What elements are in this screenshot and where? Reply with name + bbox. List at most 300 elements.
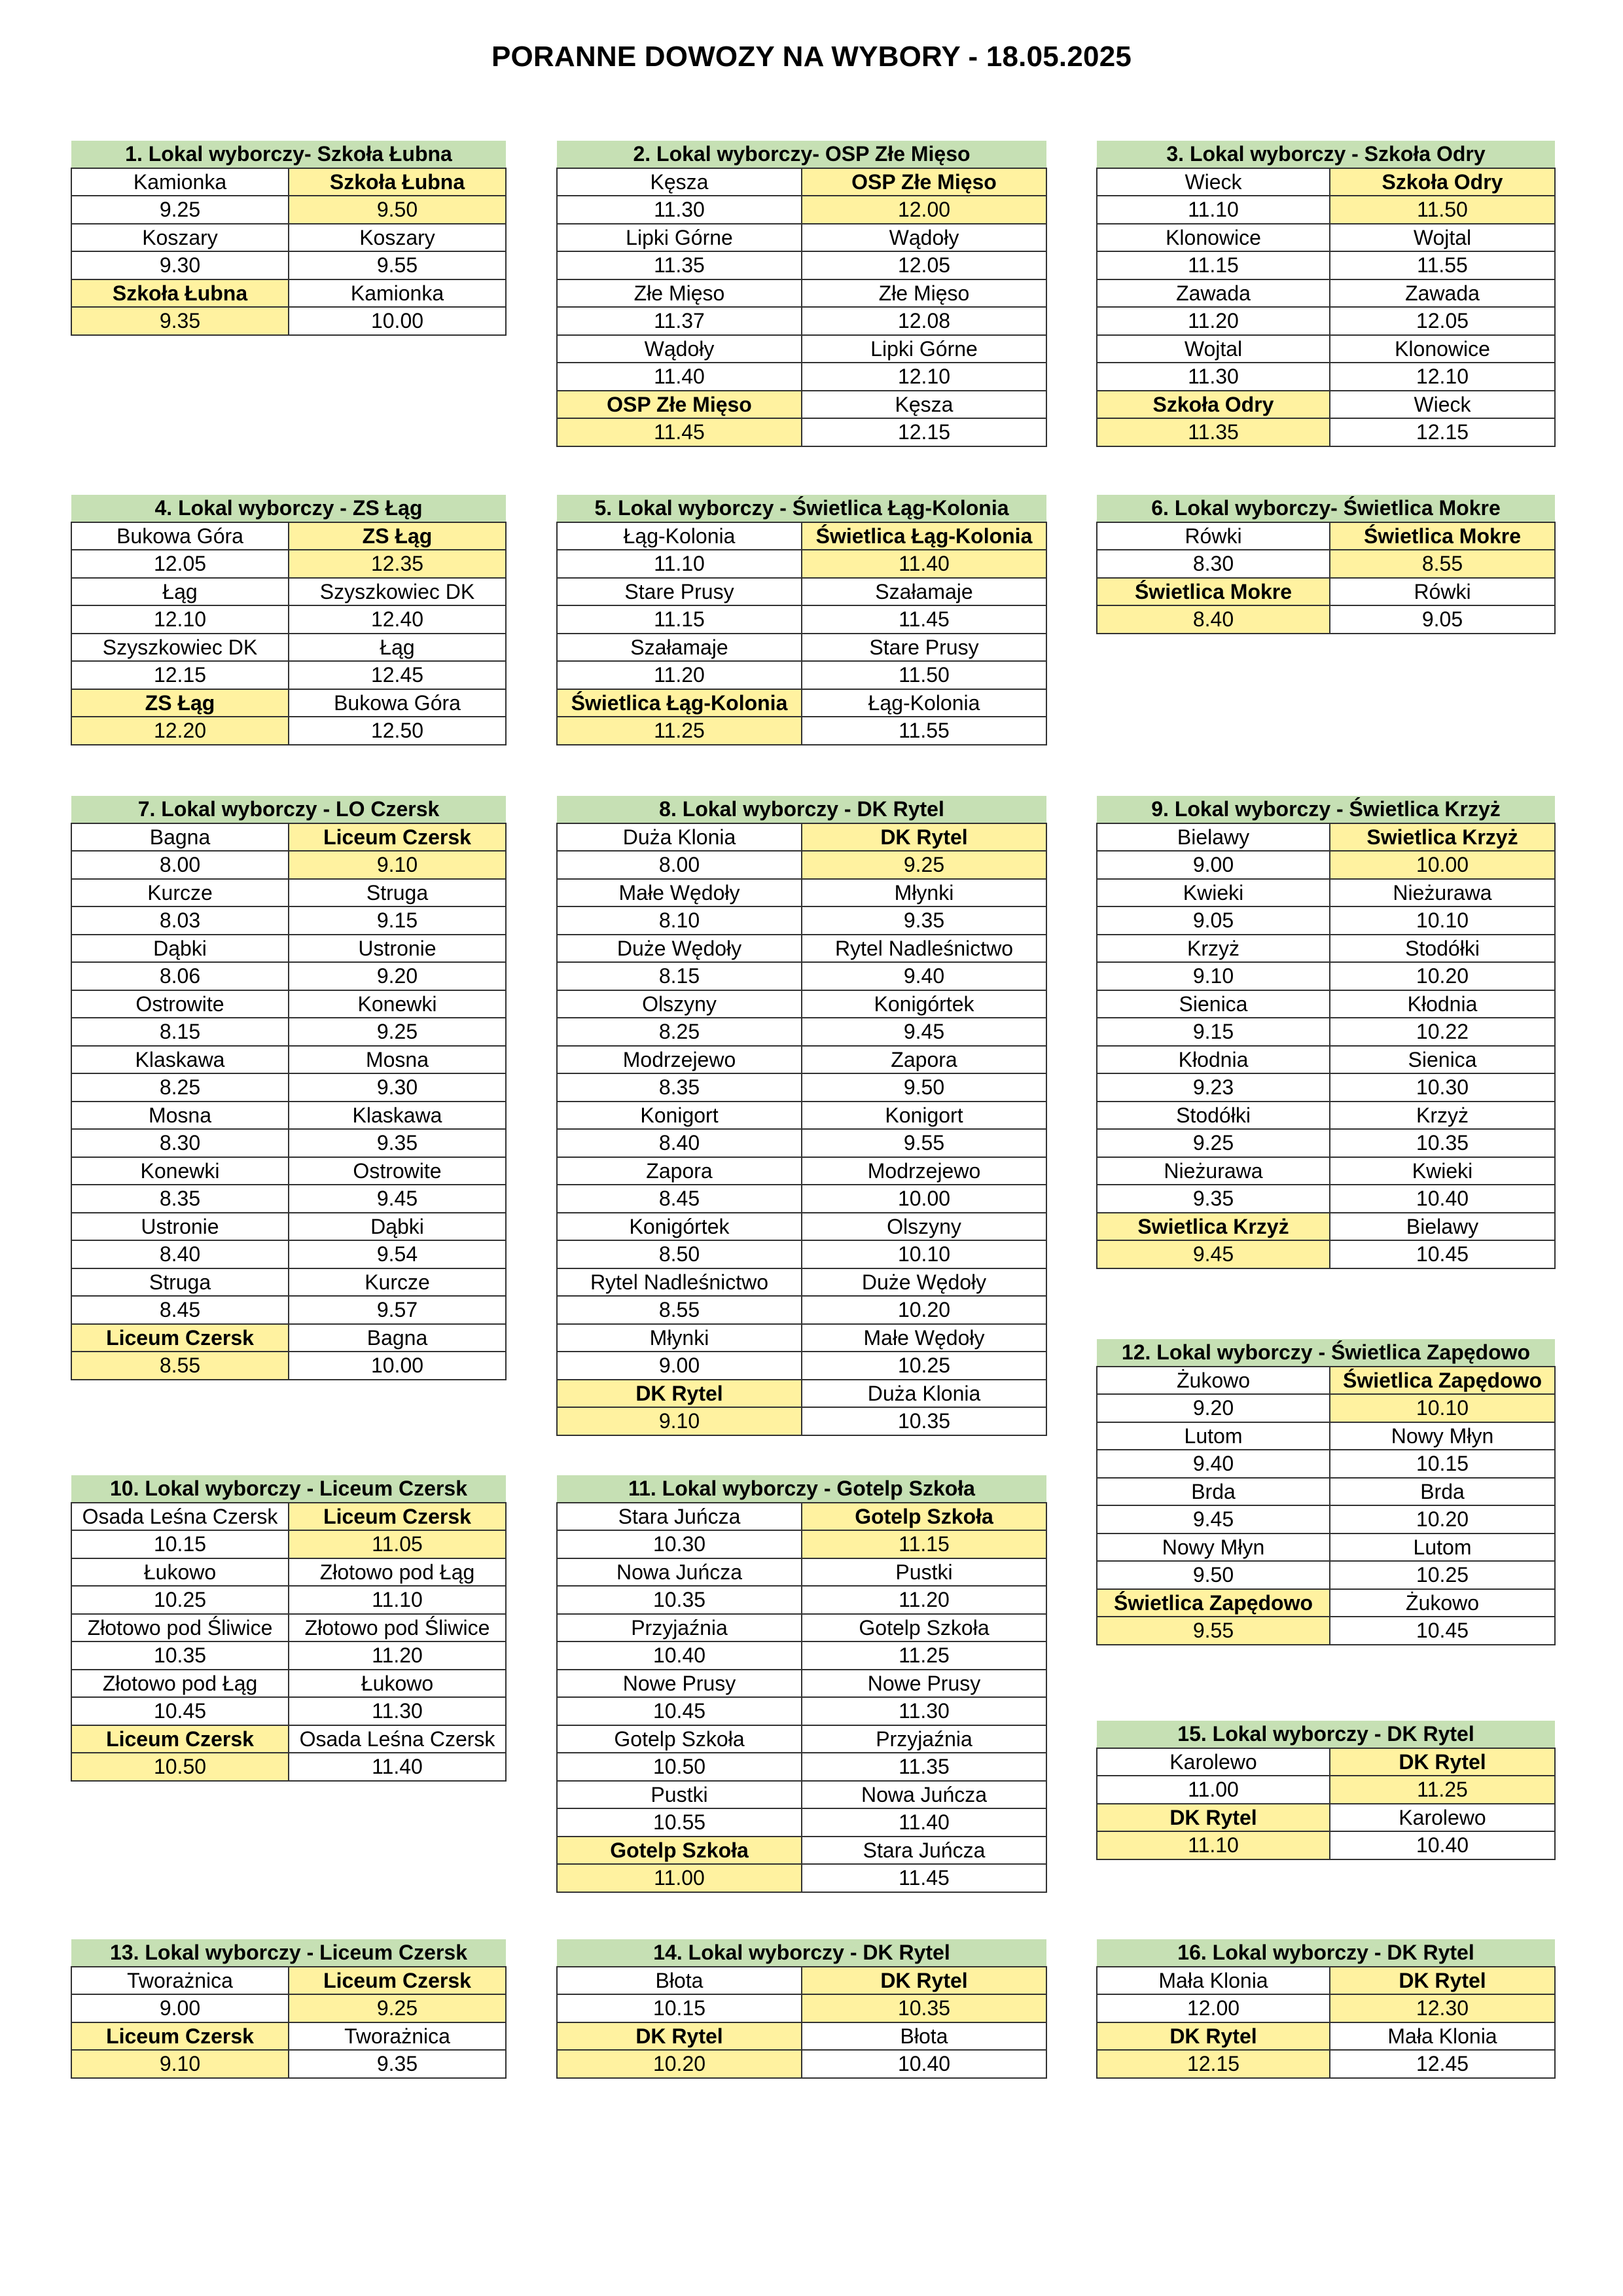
return-time: 10.00 (289, 307, 506, 335)
route-table-13 (71, 1939, 507, 2079)
departure-stop: Liceum Czersk (71, 2022, 289, 2051)
departure-time: 11.45 (557, 418, 802, 446)
route-header: 1. Lokal wyborczy- Szkoła Łubna (71, 141, 506, 168)
departure-time: 8.40 (71, 1240, 289, 1268)
departure-stop: Łąg-Kolonia (557, 522, 802, 550)
departure-time: 9.25 (1097, 1129, 1330, 1157)
departure-stop: Klaskawa (71, 1046, 289, 1074)
return-time: 10.35 (802, 1994, 1046, 2022)
return-time: 11.10 (289, 1586, 506, 1614)
departure-time: 9.25 (71, 196, 289, 224)
return-time: 10.00 (1330, 851, 1555, 879)
departure-stop: Bielawy (1097, 823, 1330, 852)
return-stop: Bagna (289, 1324, 506, 1352)
return-stop: DK Rytel (802, 823, 1046, 852)
return-time: 11.45 (802, 1864, 1046, 1892)
departure-stop: Struga (71, 1268, 289, 1297)
return-stop: Złotowo pod Łąg (289, 1558, 506, 1587)
return-time: 12.05 (802, 251, 1046, 279)
departure-stop: Wieck (1097, 168, 1330, 196)
return-time: 10.20 (1330, 1505, 1555, 1534)
return-stop: Konigórtek (802, 990, 1046, 1018)
departure-stop: Klonowice (1097, 224, 1330, 252)
route-header: 12. Lokal wyborczy - Świetlica Zapędowo (1097, 1339, 1555, 1367)
route-header: 10. Lokal wyborczy - Liceum Czersk (71, 1475, 506, 1503)
departure-time: 10.50 (71, 1753, 289, 1781)
departure-stop: Świetlica Mokre (1097, 578, 1330, 606)
return-stop: Przyjaźnia (802, 1725, 1046, 1753)
departure-stop: Krzyż (1097, 935, 1330, 963)
route-table-5 (556, 495, 1047, 745)
return-stop: Koszary (289, 224, 506, 252)
route-header: 6. Lokal wyborczy- Świetlica Mokre (1097, 495, 1555, 522)
route-table-14 (556, 1939, 1047, 2079)
departure-stop: Żukowo (1097, 1367, 1330, 1395)
return-stop: Duże Wędoły (802, 1268, 1046, 1297)
departure-stop: Bukowa Góra (71, 522, 289, 550)
return-stop: Nowa Juńcza (802, 1781, 1046, 1809)
departure-stop: Nowy Młyn (1097, 1534, 1330, 1562)
return-time: 11.35 (802, 1753, 1046, 1781)
departure-time: 11.10 (1097, 1831, 1330, 1859)
departure-stop: Sienica (1097, 990, 1330, 1018)
departure-stop: Młynki (557, 1324, 802, 1352)
departure-stop: Stodółki (1097, 1102, 1330, 1130)
departure-time: 9.50 (1097, 1561, 1330, 1589)
return-stop: Stodółki (1330, 935, 1555, 963)
return-time: 11.30 (289, 1697, 506, 1725)
return-stop: Olszyny (802, 1213, 1046, 1241)
return-time: 11.55 (802, 717, 1046, 745)
return-stop: Klonowice (1330, 335, 1555, 363)
departure-time: 11.00 (557, 1864, 802, 1892)
departure-stop: Nieżurawa (1097, 1157, 1330, 1185)
departure-stop: ZS Łąg (71, 689, 289, 717)
return-time: 8.55 (1330, 550, 1555, 578)
return-stop: Kęsza (802, 391, 1046, 419)
route-table-6 (1096, 495, 1556, 634)
return-stop: Wądoły (802, 224, 1046, 252)
departure-time: 8.55 (71, 1352, 289, 1380)
return-time: 12.30 (1330, 1994, 1555, 2022)
return-stop: Małe Wędoły (802, 1324, 1046, 1352)
return-time: 11.40 (289, 1753, 506, 1781)
route-header: 2. Lokal wyborczy- OSP Złe Mięso (557, 141, 1046, 168)
departure-stop: Osada Leśna Czersk (71, 1503, 289, 1531)
return-stop: Konewki (289, 990, 506, 1018)
return-time: 10.35 (1330, 1129, 1555, 1157)
return-time: 11.15 (802, 1530, 1046, 1558)
return-time: 10.15 (1330, 1450, 1555, 1478)
return-time: 10.00 (802, 1185, 1046, 1213)
departure-time: 11.40 (557, 363, 802, 391)
return-stop: Rytel Nadleśnictwo (802, 935, 1046, 963)
return-time: 9.45 (802, 1018, 1046, 1046)
return-time: 11.40 (802, 550, 1046, 578)
return-time: 9.54 (289, 1240, 506, 1268)
departure-time: 8.35 (557, 1073, 802, 1102)
departure-stop: Duża Klonia (557, 823, 802, 852)
departure-stop: Złotowo pod Śliwice (71, 1614, 289, 1642)
departure-stop: Kwieki (1097, 879, 1330, 907)
departure-time: 8.35 (71, 1185, 289, 1213)
return-stop: Nowy Młyn (1330, 1422, 1555, 1450)
departure-stop: Nowa Juńcza (557, 1558, 802, 1587)
return-time: 12.45 (1330, 2050, 1555, 2078)
departure-stop: Brda (1097, 1478, 1330, 1506)
return-stop: Szyszkowiec DK (289, 578, 506, 606)
return-stop: Zawada (1330, 279, 1555, 308)
departure-stop: Lutom (1097, 1422, 1330, 1450)
return-stop: DK Rytel (802, 1967, 1046, 1995)
departure-stop: OSP Złe Mięso (557, 391, 802, 419)
return-stop: DK Rytel (1330, 1967, 1555, 1995)
return-stop: Wojtal (1330, 224, 1555, 252)
departure-stop: Świetlica Łąg-Kolonia (557, 689, 802, 717)
return-stop: Wieck (1330, 391, 1555, 419)
departure-time: 9.00 (71, 1994, 289, 2022)
departure-stop: DK Rytel (557, 1380, 802, 1408)
departure-stop: Kamionka (71, 168, 289, 196)
route-header: 8. Lokal wyborczy - DK Rytel (557, 796, 1046, 823)
return-stop: Łąg-Kolonia (802, 689, 1046, 717)
return-stop: Świetlica Mokre (1330, 522, 1555, 550)
route-table-16 (1096, 1939, 1556, 2079)
route-table-10 (71, 1475, 507, 1782)
departure-time: 11.25 (557, 717, 802, 745)
return-time: 9.55 (802, 1129, 1046, 1157)
return-stop: Duża Klonia (802, 1380, 1046, 1408)
return-stop: Lutom (1330, 1534, 1555, 1562)
return-time: 12.15 (1330, 418, 1555, 446)
departure-time: 8.15 (557, 962, 802, 990)
return-time: 11.20 (802, 1586, 1046, 1614)
return-time: 9.25 (289, 1018, 506, 1046)
departure-time: 10.40 (557, 1641, 802, 1670)
return-stop: Bielawy (1330, 1213, 1555, 1241)
return-time: 10.45 (1330, 1617, 1555, 1645)
departure-stop: Łąg (71, 578, 289, 606)
return-time: 9.05 (1330, 605, 1555, 634)
departure-time: 9.10 (1097, 962, 1330, 990)
departure-stop: Szkoła Odry (1097, 391, 1330, 419)
departure-stop: Kurcze (71, 879, 289, 907)
departure-time: 10.25 (71, 1586, 289, 1614)
route-header: 9. Lokal wyborczy - Świetlica Krzyż (1097, 796, 1555, 823)
return-time: 9.57 (289, 1296, 506, 1324)
departure-stop: Koszary (71, 224, 289, 252)
return-time: 10.40 (1330, 1185, 1555, 1213)
departure-stop: Konigórtek (557, 1213, 802, 1241)
return-time: 9.30 (289, 1073, 506, 1102)
return-time: 12.00 (802, 196, 1046, 224)
departure-time: 9.55 (1097, 1617, 1330, 1645)
departure-stop: Rytel Nadleśnictwo (557, 1268, 802, 1297)
route-table-2 (556, 141, 1047, 447)
return-stop: Sienica (1330, 1046, 1555, 1074)
departure-time: 9.10 (557, 1407, 802, 1435)
departure-time: 11.35 (557, 251, 802, 279)
departure-stop: Duże Wędoły (557, 935, 802, 963)
departure-time: 11.30 (557, 196, 802, 224)
return-stop: Młynki (802, 879, 1046, 907)
return-time: 10.10 (1330, 906, 1555, 935)
return-time: 12.40 (289, 605, 506, 634)
route-table-3 (1096, 141, 1556, 447)
departure-stop: Konewki (71, 1157, 289, 1185)
return-stop: Swietlica Krzyż (1330, 823, 1555, 852)
departure-stop: Świetlica Zapędowo (1097, 1589, 1330, 1617)
return-stop: Rówki (1330, 578, 1555, 606)
return-time: 9.25 (289, 1994, 506, 2022)
departure-time: 8.06 (71, 962, 289, 990)
departure-time: 11.30 (1097, 363, 1330, 391)
route-header: 3. Lokal wyborczy - Szkoła Odry (1097, 141, 1555, 168)
departure-stop: Szałamaje (557, 634, 802, 662)
return-time: 9.35 (289, 1129, 506, 1157)
departure-time: 9.35 (71, 307, 289, 335)
return-time: 11.40 (802, 1808, 1046, 1837)
return-time: 9.45 (289, 1185, 506, 1213)
return-time: 12.10 (1330, 363, 1555, 391)
return-time: 12.08 (802, 307, 1046, 335)
departure-time: 10.35 (71, 1641, 289, 1670)
departure-time: 9.45 (1097, 1240, 1330, 1268)
return-stop: Szałamaje (802, 578, 1046, 606)
route-header: 16. Lokal wyborczy - DK Rytel (1097, 1939, 1555, 1967)
departure-time: 8.30 (71, 1129, 289, 1157)
departure-time: 12.15 (71, 661, 289, 689)
departure-stop: Kęsza (557, 168, 802, 196)
return-stop: Liceum Czersk (289, 823, 506, 852)
return-time: 10.35 (802, 1407, 1046, 1435)
return-stop: Krzyż (1330, 1102, 1555, 1130)
return-time: 9.40 (802, 962, 1046, 990)
departure-stop: Modrzejewo (557, 1046, 802, 1074)
departure-stop: Liceum Czersk (71, 1725, 289, 1753)
return-time: 12.05 (1330, 307, 1555, 335)
return-time: 9.50 (289, 196, 506, 224)
return-time: 9.55 (289, 251, 506, 279)
return-time: 10.22 (1330, 1018, 1555, 1046)
return-time: 11.50 (802, 661, 1046, 689)
departure-stop: Tworażnica (71, 1967, 289, 1995)
departure-time: 11.10 (557, 550, 802, 578)
return-time: 10.40 (1330, 1831, 1555, 1859)
departure-time: 11.37 (557, 307, 802, 335)
return-time: 10.20 (802, 1296, 1046, 1324)
return-stop: Mała Klonia (1330, 2022, 1555, 2051)
return-stop: Łukowo (289, 1670, 506, 1698)
route-table-9 (1096, 796, 1556, 1269)
departure-stop: Wojtal (1097, 335, 1330, 363)
return-stop: Konigort (802, 1102, 1046, 1130)
departure-stop: Zawada (1097, 279, 1330, 308)
departure-stop: Błota (557, 1967, 802, 1995)
return-stop: Gotelp Szkoła (802, 1614, 1046, 1642)
return-time: 10.40 (802, 2050, 1046, 2078)
departure-time: 11.00 (1097, 1776, 1330, 1804)
departure-stop: Szkoła Łubna (71, 279, 289, 308)
departure-time: 11.35 (1097, 418, 1330, 446)
route-table-1 (71, 141, 507, 336)
return-stop: Dąbki (289, 1213, 506, 1241)
return-time: 11.45 (802, 605, 1046, 634)
departure-stop: Łukowo (71, 1558, 289, 1587)
return-stop: Nowe Prusy (802, 1670, 1046, 1698)
departure-stop: Stare Prusy (557, 578, 802, 606)
route-table-11 (556, 1475, 1047, 1893)
return-stop: Struga (289, 879, 506, 907)
departure-time: 8.00 (71, 851, 289, 879)
departure-time: 8.50 (557, 1240, 802, 1268)
departure-stop: Szyszkowiec DK (71, 634, 289, 662)
return-time: 11.20 (289, 1641, 506, 1670)
departure-stop: Ostrowite (71, 990, 289, 1018)
return-time: 9.15 (289, 906, 506, 935)
return-time: 10.30 (1330, 1073, 1555, 1102)
departure-stop: Ustronie (71, 1213, 289, 1241)
departure-stop: Gotelp Szkoła (557, 1837, 802, 1865)
departure-time: 10.50 (557, 1753, 802, 1781)
departure-time: 10.55 (557, 1808, 802, 1837)
return-stop: Kamionka (289, 279, 506, 308)
departure-time: 11.20 (1097, 307, 1330, 335)
return-time: 11.50 (1330, 196, 1555, 224)
return-stop: Szkoła Łubna (289, 168, 506, 196)
departure-time: 8.40 (557, 1129, 802, 1157)
departure-stop: Konigort (557, 1102, 802, 1130)
departure-time: 12.00 (1097, 1994, 1330, 2022)
return-time: 9.35 (289, 2050, 506, 2078)
departure-time: 8.55 (557, 1296, 802, 1324)
departure-time: 12.20 (71, 717, 289, 745)
return-time: 10.10 (802, 1240, 1046, 1268)
departure-stop: Liceum Czersk (71, 1324, 289, 1352)
return-stop: Stara Juńcza (802, 1837, 1046, 1865)
departure-time: 10.45 (71, 1697, 289, 1725)
return-time: 12.10 (802, 363, 1046, 391)
departure-time: 11.10 (1097, 196, 1330, 224)
return-stop: Mosna (289, 1046, 506, 1074)
return-stop: Złotowo pod Śliwice (289, 1614, 506, 1642)
route-header: 7. Lokal wyborczy - LO Czersk (71, 796, 506, 823)
return-stop: Pustki (802, 1558, 1046, 1587)
return-stop: Stare Prusy (802, 634, 1046, 662)
return-stop: Świetlica Łąg-Kolonia (802, 522, 1046, 550)
return-time: 11.25 (802, 1641, 1046, 1670)
return-time: 9.50 (802, 1073, 1046, 1102)
route-header: 14. Lokal wyborczy - DK Rytel (557, 1939, 1046, 1967)
route-header: 11. Lokal wyborczy - Gotelp Szkoła (557, 1475, 1046, 1503)
departure-time: 9.10 (71, 2050, 289, 2078)
return-time: 11.05 (289, 1530, 506, 1558)
departure-time: 9.20 (1097, 1394, 1330, 1422)
departure-time: 8.45 (71, 1296, 289, 1324)
departure-time: 9.15 (1097, 1018, 1330, 1046)
return-stop: Brda (1330, 1478, 1555, 1506)
departure-stop: Swietlica Krzyż (1097, 1213, 1330, 1241)
return-stop: Nieżurawa (1330, 879, 1555, 907)
departure-time: 8.03 (71, 906, 289, 935)
departure-time: 10.15 (71, 1530, 289, 1558)
departure-stop: Olszyny (557, 990, 802, 1018)
departure-stop: Karolewo (1097, 1748, 1330, 1776)
return-time: 9.20 (289, 962, 506, 990)
return-time: 10.00 (289, 1352, 506, 1380)
route-table-7 (71, 796, 507, 1380)
return-stop: Żukowo (1330, 1589, 1555, 1617)
departure-stop: Kłodnia (1097, 1046, 1330, 1074)
return-stop: Lipki Górne (802, 335, 1046, 363)
departure-stop: Przyjaźnia (557, 1614, 802, 1642)
departure-time: 9.40 (1097, 1450, 1330, 1478)
return-stop: Kurcze (289, 1268, 506, 1297)
departure-time: 10.15 (557, 1994, 802, 2022)
return-time: 9.25 (802, 851, 1046, 879)
page-title: PORANNE DOWOZY NA WYBORY - 18.05.2025 (491, 41, 1132, 73)
return-time: 11.25 (1330, 1776, 1555, 1804)
return-stop: Klaskawa (289, 1102, 506, 1130)
return-stop: Osada Leśna Czersk (289, 1725, 506, 1753)
return-stop: Kwieki (1330, 1157, 1555, 1185)
return-time: 10.25 (1330, 1561, 1555, 1589)
departure-stop: Rówki (1097, 522, 1330, 550)
departure-time: 8.40 (1097, 605, 1330, 634)
departure-stop: Mosna (71, 1102, 289, 1130)
departure-stop: Wądoły (557, 335, 802, 363)
departure-time: 10.30 (557, 1530, 802, 1558)
departure-time: 11.15 (1097, 251, 1330, 279)
departure-time: 8.45 (557, 1185, 802, 1213)
departure-time: 9.45 (1097, 1505, 1330, 1534)
route-header: 13. Lokal wyborczy - Liceum Czersk (71, 1939, 506, 1967)
departure-stop: Zapora (557, 1157, 802, 1185)
departure-stop: Stara Juńcza (557, 1503, 802, 1531)
departure-stop: Złotowo pod Łąg (71, 1670, 289, 1698)
return-stop: OSP Złe Mięso (802, 168, 1046, 196)
return-stop: Błota (802, 2022, 1046, 2051)
return-time: 10.10 (1330, 1394, 1555, 1422)
route-header: 15. Lokal wyborczy - DK Rytel (1097, 1721, 1555, 1748)
return-stop: Bukowa Góra (289, 689, 506, 717)
departure-stop: Bagna (71, 823, 289, 852)
return-stop: DK Rytel (1330, 1748, 1555, 1776)
route-table-12 (1096, 1339, 1556, 1645)
return-stop: Zapora (802, 1046, 1046, 1074)
return-time: 12.15 (802, 418, 1046, 446)
departure-stop: Złe Mięso (557, 279, 802, 308)
departure-time: 8.25 (71, 1073, 289, 1102)
return-stop: Liceum Czersk (289, 1503, 506, 1531)
route-table-15 (1096, 1721, 1556, 1860)
departure-time: 10.35 (557, 1586, 802, 1614)
return-stop: Ustronie (289, 935, 506, 963)
departure-stop: Małe Wędoły (557, 879, 802, 907)
departure-stop: Dąbki (71, 935, 289, 963)
return-stop: Gotelp Szkoła (802, 1503, 1046, 1531)
departure-time: 9.00 (557, 1352, 802, 1380)
departure-time: 12.10 (71, 605, 289, 634)
route-table-4 (71, 495, 507, 745)
return-stop: Szkoła Odry (1330, 168, 1555, 196)
route-table-8 (556, 796, 1047, 1436)
departure-stop: Nowe Prusy (557, 1670, 802, 1698)
return-time: 9.10 (289, 851, 506, 879)
return-time: 12.45 (289, 661, 506, 689)
route-header: 4. Lokal wyborczy - ZS Łąg (71, 495, 506, 522)
departure-time: 12.15 (1097, 2050, 1330, 2078)
